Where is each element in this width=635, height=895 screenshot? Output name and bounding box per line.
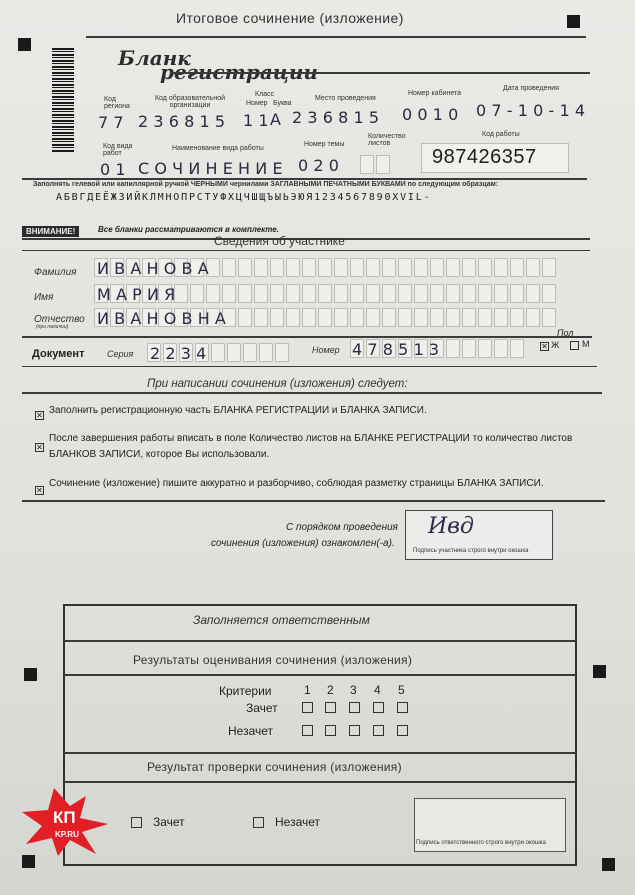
number-value: 478513 bbox=[352, 340, 445, 359]
criterion-3: 3 bbox=[350, 683, 357, 697]
corner-marker-bottom-right bbox=[602, 858, 615, 871]
topic-label: Номер темы bbox=[304, 141, 345, 148]
org-code-value[interactable]: 236815 bbox=[138, 112, 231, 131]
work-type-code-value[interactable]: 01 bbox=[100, 160, 131, 179]
org-code-label: Код образовательной организации bbox=[154, 95, 226, 109]
gender-female-label: Ж bbox=[551, 340, 560, 350]
corner-marker-bottom-left bbox=[22, 855, 35, 868]
gender-male-checkbox[interactable] bbox=[570, 341, 579, 350]
fail-criterion-2-box[interactable] bbox=[325, 725, 336, 736]
rules-title: При написании сочинения (изложения) следует: bbox=[147, 378, 408, 390]
pass-criterion-2-box[interactable] bbox=[325, 702, 336, 713]
room-label: Номер кабинета bbox=[408, 90, 462, 97]
criterion-1: 1 bbox=[304, 683, 311, 697]
patronymic-value: ИВАНОВНА bbox=[97, 309, 232, 328]
room-value[interactable]: 0010 bbox=[402, 105, 464, 124]
gender-label: Пол bbox=[557, 328, 574, 338]
check-fail-box[interactable] bbox=[253, 817, 264, 828]
sample-alphabet: АБВГДЕЁЖЗИЙКЛМНОПРСТУФХЦЧШЩЪЫЬЭЮЯ1234567890XVIL- bbox=[56, 192, 432, 203]
name-label: Имя bbox=[34, 292, 54, 303]
acknowledge-line-1: С порядком проведения bbox=[286, 522, 398, 533]
rule-2-text: После завершения работы вписать в поле Количество листов на БЛАНКЕ РЕГИСТРАЦИИ то количество листов БЛАНКОВ ЗАПИСИ, которое Вы использовали. bbox=[49, 433, 573, 460]
form-title-line-2: регистрации bbox=[160, 60, 318, 84]
surname-value: ИВАНОВА bbox=[97, 259, 214, 278]
rule-2-checkbox: ✕ bbox=[36, 443, 43, 452]
corner-marker-mid-left bbox=[24, 668, 37, 681]
name-value: МАРИЯ bbox=[97, 285, 181, 304]
corner-marker-top-right bbox=[567, 15, 580, 28]
fail-criterion-5-box[interactable] bbox=[397, 725, 408, 736]
rule-3-text: Сочинение (изложение) пишите аккуратно и разборчиво, соблюдая разметку страницы БЛАНКА ЗАПИСИ. bbox=[49, 478, 544, 489]
form-header-title: Итоговое сочинение (изложение) bbox=[176, 10, 404, 26]
patronymic-label: Отчество bbox=[34, 314, 85, 325]
patronymic-note: (при наличии) bbox=[36, 324, 69, 330]
document-label: Документ bbox=[32, 348, 85, 360]
kp-logo-text: КП bbox=[53, 808, 76, 827]
number-label: Номер bbox=[312, 345, 340, 355]
sheets-count-cells[interactable] bbox=[360, 155, 390, 174]
fail-criterion-3-box[interactable] bbox=[349, 725, 360, 736]
place-label: Место проведения bbox=[315, 95, 376, 102]
fail-label: Незачет bbox=[228, 724, 274, 738]
topic-value[interactable]: 020 bbox=[298, 156, 345, 175]
work-type-name-value[interactable]: СОЧИНЕНИЕ bbox=[138, 159, 288, 178]
acknowledge-line-2: сочинения (изложения) ознакомлен(-а). bbox=[211, 538, 395, 549]
check-result-title: Результат проверки сочинения (изложения) bbox=[147, 760, 402, 774]
participant-section-title: Сведения об участнике bbox=[214, 234, 345, 248]
fail-criterion-1-box[interactable] bbox=[302, 725, 313, 736]
participant-sign-caption: Подпись участника строго внутри окошка bbox=[413, 548, 529, 554]
date-value[interactable]: 07-10-14 bbox=[476, 101, 591, 120]
criteria-label: Критерии bbox=[219, 684, 272, 698]
kp-logo-site: KP.RU bbox=[55, 830, 79, 839]
barcode-icon bbox=[52, 48, 74, 152]
class-number-value[interactable]: 11 bbox=[243, 111, 274, 130]
corner-marker-mid-right bbox=[593, 665, 606, 678]
sheets-label: Количество листов bbox=[368, 133, 406, 147]
gender-female-checkbox[interactable]: ✕ bbox=[541, 342, 548, 351]
results-title: Результаты оценивания сочинения (изложения) bbox=[133, 653, 413, 667]
class-number-label: Номер bbox=[246, 100, 268, 107]
region-code-value[interactable]: 77 bbox=[98, 113, 129, 132]
date-label: Дата проведения bbox=[503, 85, 559, 92]
attention-badge: ВНИМАНИЕ! bbox=[22, 226, 79, 237]
rule-3-checkbox: ✕ bbox=[36, 486, 43, 495]
criterion-2: 2 bbox=[327, 683, 334, 697]
fail-criterion-4-box[interactable] bbox=[373, 725, 384, 736]
pass-criterion-1-box[interactable] bbox=[302, 702, 313, 713]
series-value: 2234 bbox=[150, 344, 212, 363]
series-label: Серия bbox=[107, 349, 134, 359]
fill-instruction: Заполнять гелевой или капиллярной ручкой ЧЕРНЫМИ чернилами ЗАГЛАВНЫМИ ПЕЧАТНЫМИ БУКВАМИ по следующим образцам: bbox=[33, 181, 499, 188]
criterion-4: 4 bbox=[374, 683, 381, 697]
corner-marker-top-left bbox=[18, 38, 31, 51]
attention-text: Все бланки рассматриваются в комплекте. bbox=[98, 225, 279, 234]
check-pass-label: Зачет bbox=[153, 815, 185, 829]
pass-label: Зачет bbox=[246, 701, 278, 715]
participant-signature: Ивд bbox=[428, 514, 474, 539]
work-type-name-label: Наименование вида работы bbox=[172, 145, 264, 152]
place-value[interactable]: 236815 bbox=[292, 108, 385, 127]
check-pass-box[interactable] bbox=[131, 817, 142, 828]
pass-criterion-3-box[interactable] bbox=[349, 702, 360, 713]
rule-1-text: Заполнить регистрационную часть БЛАНКА РЕГИСТРАЦИИ и БЛАНКА ЗАПИСИ. bbox=[49, 405, 427, 416]
class-letter-value[interactable]: А bbox=[270, 110, 287, 129]
pass-criterion-5-box[interactable] bbox=[397, 702, 408, 713]
rule-1-checkbox: ✕ bbox=[36, 411, 43, 420]
official-sign-caption: Подпись ответственного строго внутри окошка bbox=[416, 840, 546, 846]
class-letter-label: Буква bbox=[273, 100, 292, 107]
criterion-5: 5 bbox=[398, 683, 405, 697]
surname-label: Фамилия bbox=[34, 267, 77, 278]
class-label: Класс bbox=[255, 91, 275, 98]
work-code-value: 987426357 bbox=[432, 146, 537, 168]
check-fail-label: Незачет bbox=[275, 815, 321, 829]
pass-criterion-4-box[interactable] bbox=[373, 702, 384, 713]
work-code-label: Код работы bbox=[482, 131, 520, 138]
work-type-code-label: Код вида работ bbox=[103, 143, 133, 157]
region-code-label: Код региона bbox=[104, 96, 130, 110]
form-title-line-1: Бланк bbox=[118, 46, 191, 70]
gender-male-label: М bbox=[582, 339, 590, 349]
filled-by-official: Заполняется ответственным bbox=[193, 613, 370, 627]
